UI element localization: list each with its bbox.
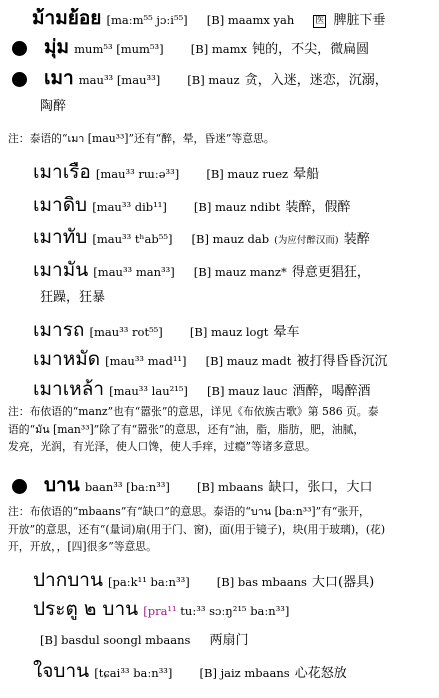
ipa: [mau³³ tʰab⁵⁵] [92, 232, 173, 246]
ipa-part: [pra¹¹ [143, 604, 177, 618]
bouyei: [B] mauz [187, 73, 240, 87]
bullet-icon [12, 479, 27, 494]
bouyei: [B] maamx yah [206, 13, 295, 27]
ipa-part: tu:³³ sɔːŋ²¹⁵ baːn³³] [176, 604, 290, 618]
note-line: 注：布依语的“manz”也有“嚣张”的意思，详见《布依族古歌》第 586 页。泰 [8, 405, 379, 418]
subentry [33, 196, 350, 215]
bullet-icon [12, 41, 27, 56]
gloss: 钝的，不尖，微扁圆 [252, 42, 370, 57]
bullet-icon [12, 72, 27, 87]
gloss-note: (为应付醉汉而) [274, 235, 339, 246]
thai-phrase: เมาเรือ [33, 161, 91, 183]
thai-headword: มุ่ม [44, 36, 70, 58]
gloss: 缺口，张口，大口 [268, 480, 373, 495]
bouyei: [B] mauz ndibt [193, 200, 281, 214]
note-line: 语的“มัน [man³³]”除了有“嚣张”的意思，还有“油，脂，脂肪，肥，油腻， [8, 422, 365, 436]
gloss: 晕船 [293, 167, 320, 182]
bouyei: [B] mbaans [196, 480, 264, 494]
subentry [33, 662, 347, 681]
ipa [143, 604, 289, 618]
subentry [33, 163, 319, 182]
gloss: 被打得昏昏沉沉 [296, 354, 388, 369]
note-line: 注：布依语的“mbaans”有“缺口”的意思。泰语的“บาน [baːn³³]”有“张开， [8, 505, 370, 518]
thai-phrase: ประตู ๒ บาน [33, 598, 139, 620]
subentry [33, 321, 300, 340]
gloss: 得意更猖狂， [291, 265, 370, 280]
thai-phrase: ปากบาน [33, 569, 103, 591]
ipa: [mau³³ mad¹¹] [105, 354, 187, 368]
subentry [33, 228, 370, 247]
entry-mum [44, 38, 369, 57]
bouyei: [B] basdul soongl mbaans [40, 633, 191, 647]
gloss: 贪，入迷，迷恋，沉溺， [244, 73, 388, 88]
note [8, 503, 385, 556]
entry-baan [44, 476, 372, 495]
ipa: [paːk¹¹ baːn³³] [108, 575, 190, 589]
ipa: baan³³ [baːn³³] [84, 480, 170, 494]
gloss: 大口(器具) [312, 575, 375, 590]
ipa: [mau³³ man³³] [93, 265, 175, 279]
gloss: 酒醉，喝醉酒 [292, 384, 371, 399]
entry-maam-yoi [32, 9, 386, 28]
bouyei: [B] jaiz mbaans [199, 666, 290, 680]
subentry [33, 261, 370, 280]
ipa: mau³³ [mau³³] [78, 73, 161, 87]
thai-headword: บาน [44, 474, 80, 496]
note [8, 403, 378, 456]
gloss: 晕车 [273, 325, 300, 340]
note-line: 开，开放，，[四]很多”等意思。 [8, 540, 157, 553]
ipa: [mau³³ rot⁵⁵] [89, 325, 163, 339]
note: 注：泰语的“เมา [mau³³]”还有“醉，晕，昏迷”等意思。 [8, 132, 275, 145]
thai-phrase: ใจบาน [33, 660, 90, 682]
bouyei: [B] mauz ruez [206, 167, 289, 181]
gloss-continued: 陶醉 [40, 99, 67, 114]
thai-phrase: เมารถ [33, 319, 85, 341]
thai-phrase: เมาหมัด [33, 348, 101, 370]
thai-phrase: เมาทับ [33, 226, 88, 248]
thai-headword: ม้ามย้อย [32, 7, 102, 29]
thai-phrase: เมามัน [33, 259, 89, 281]
bouyei: [B] mauz logt [189, 325, 269, 339]
subentry [33, 380, 370, 399]
gloss: 两扇门 [209, 633, 249, 648]
entry-mau [44, 69, 388, 88]
bouyei: [B] mamx [190, 42, 247, 56]
ipa: [maːm⁵⁵ jɔːi⁵⁵] [106, 13, 188, 27]
ipa: [mau³³ rɯːə³³] [95, 167, 180, 181]
subentry [33, 571, 374, 590]
subentry [33, 350, 387, 369]
note-line: 发亮，光润，有光泽，使人口馋，使人手痒，过瘾”等诸多意思。 [8, 440, 316, 453]
bouyei: [B] mauz lauc [207, 384, 288, 398]
thai-phrase: เมาดิบ [33, 194, 88, 216]
bouyei: [B] mauz dab [191, 232, 270, 246]
thai-phrase: เมาเหล้า [33, 378, 105, 400]
ipa: mum⁵³ [mum⁵³] [74, 42, 164, 56]
note-line: 开放”的意思，还有“(量词)扇(用于门、窗)，面(用于镜子)，块(用于玻璃)，(花) [8, 522, 386, 536]
gloss: 脾脏下垂 [333, 13, 386, 28]
ipa: [tɕai³³ baːn³³] [94, 666, 173, 680]
thai-headword: เมา [44, 67, 74, 89]
gloss: 心花怒放 [294, 666, 347, 681]
ipa: [mau³³ dib¹¹] [92, 200, 167, 214]
gloss: 装醉 [343, 232, 370, 247]
bouyei: [B] mauz manz* [193, 265, 287, 279]
bouyei: [B] mauz madt [205, 354, 292, 368]
medical-badge: 医 [315, 16, 325, 26]
gloss: 装醉，假醉 [285, 200, 351, 215]
subentry-continued [40, 631, 249, 647]
ipa: [mau³³ lau²¹⁵] [109, 384, 188, 398]
gloss-continued: 狂躁，狂暴 [40, 290, 106, 305]
subentry [33, 600, 289, 619]
bouyei: [B] bas mbaans [216, 575, 307, 589]
